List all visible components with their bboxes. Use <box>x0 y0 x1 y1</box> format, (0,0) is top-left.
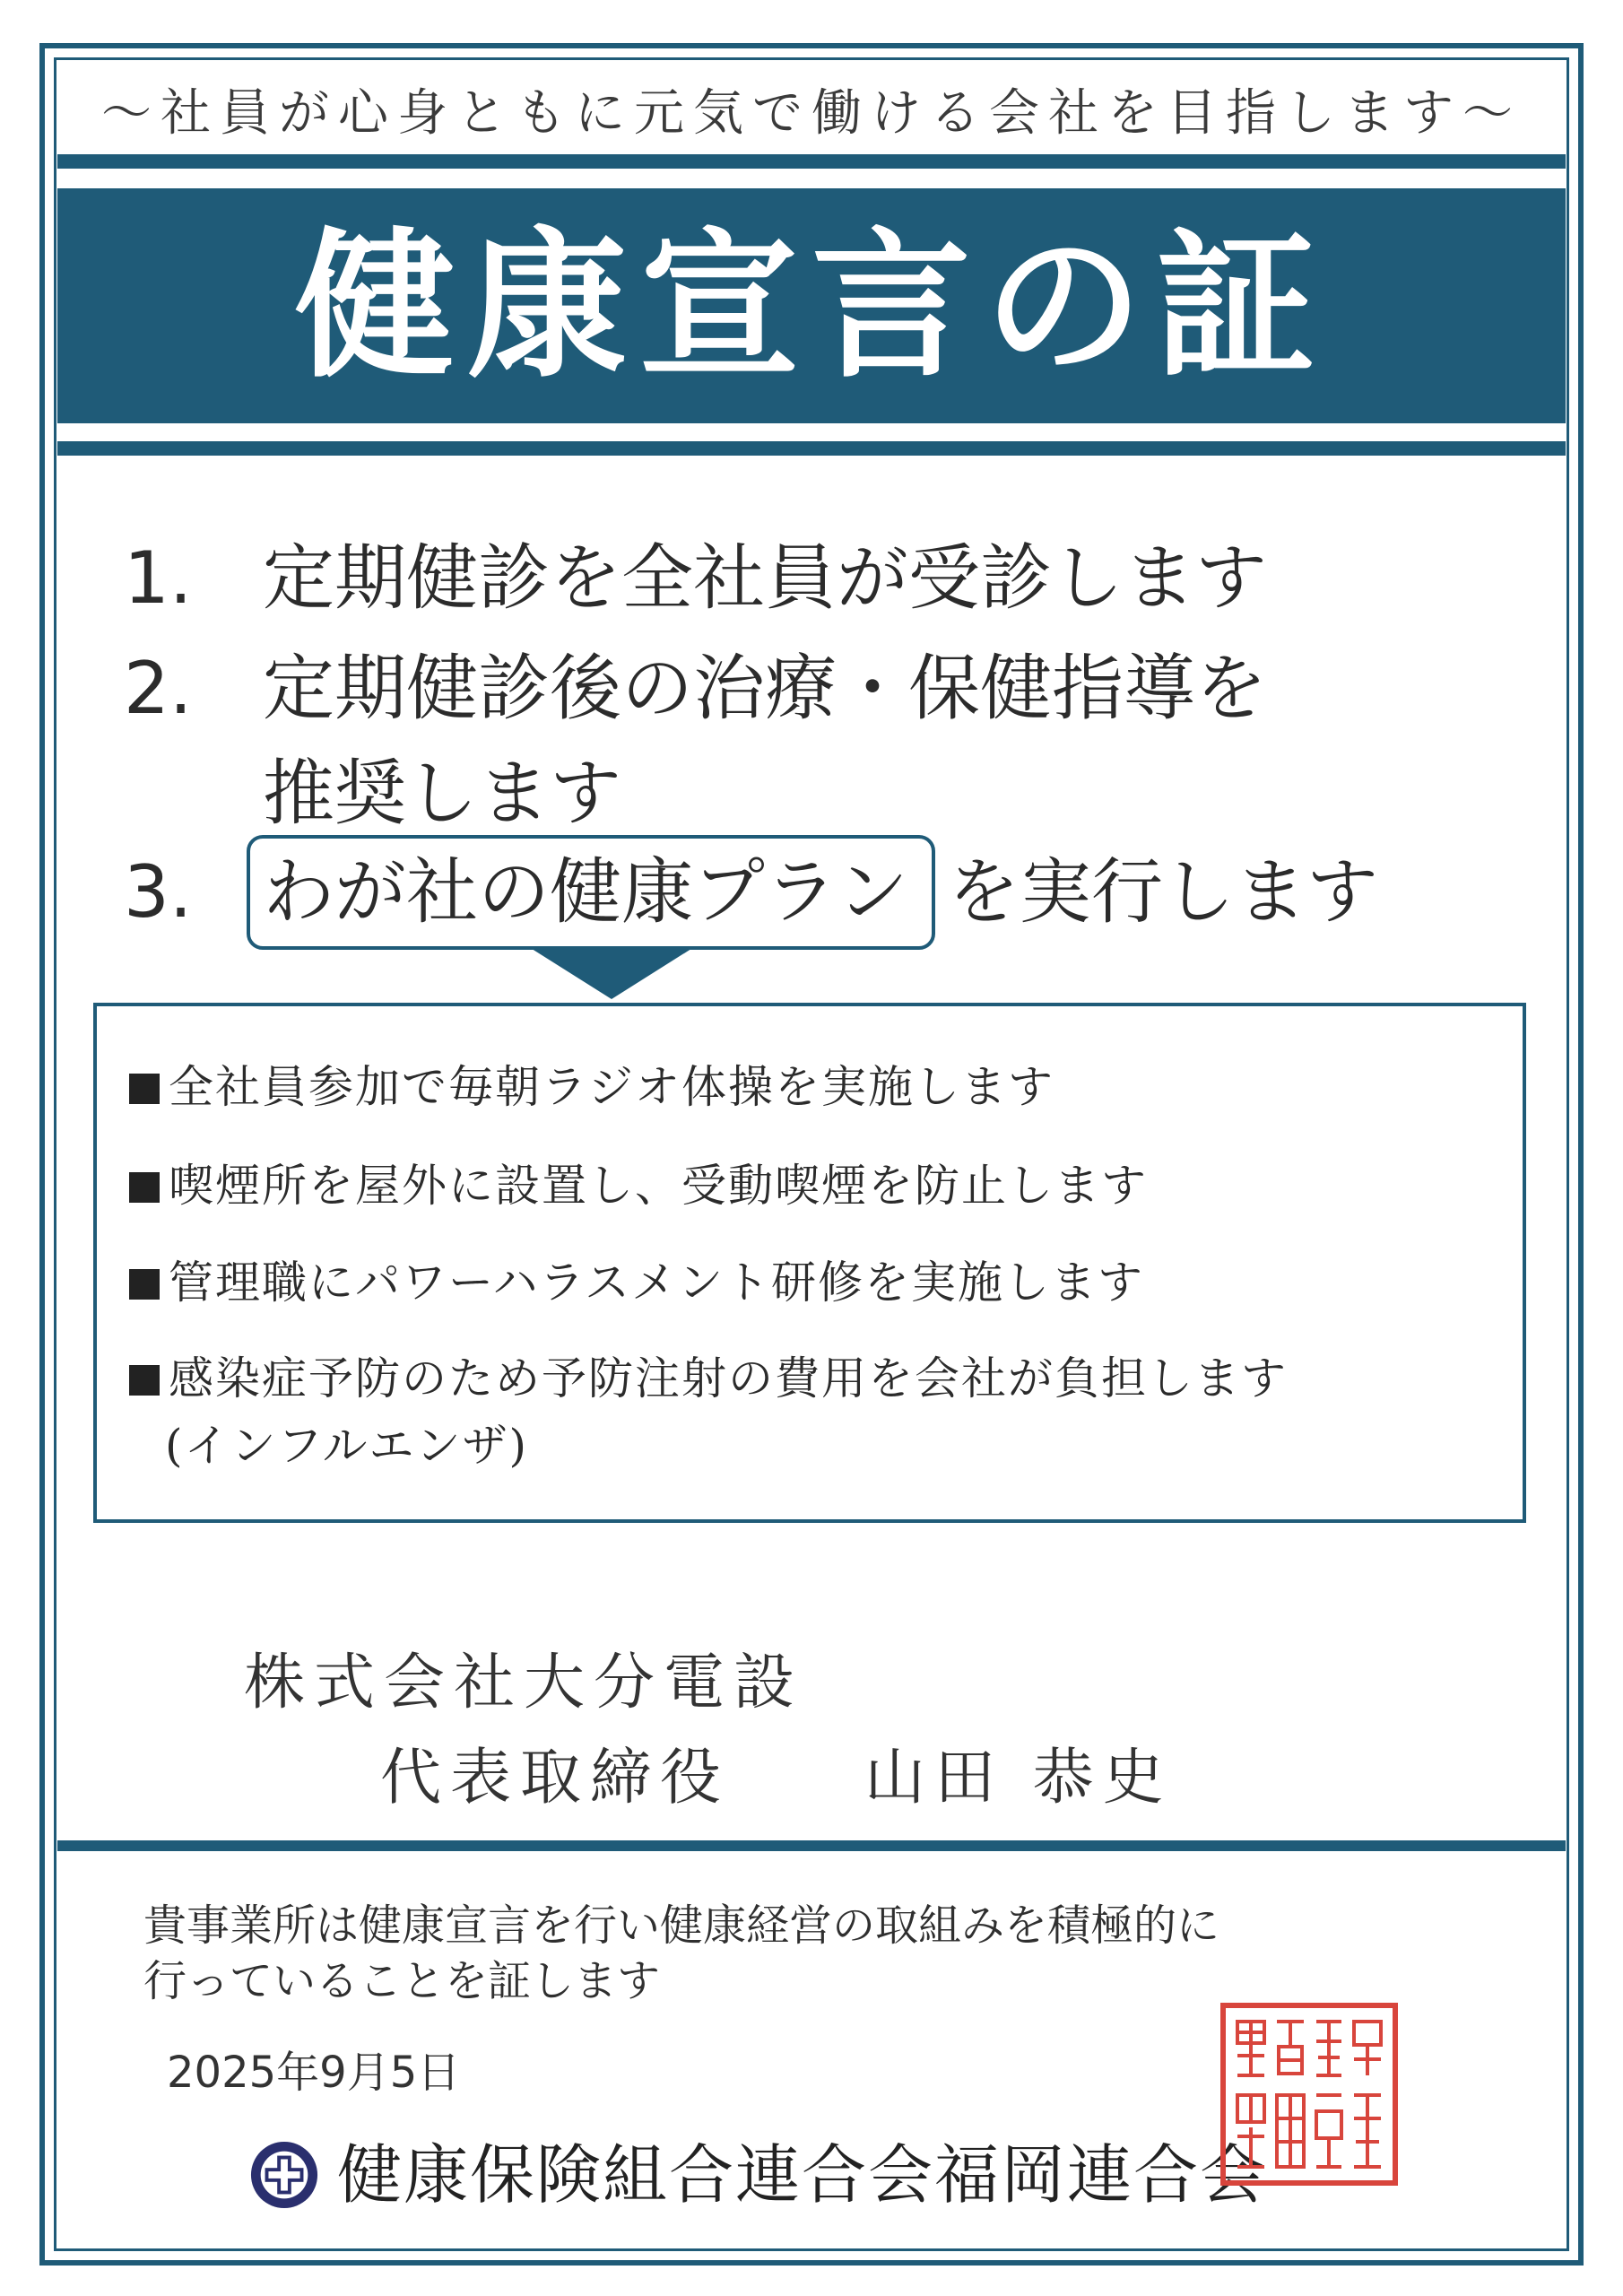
representative-title: 代表取締役 <box>380 1743 731 1813</box>
plan-item: 管理職にパワーハラスメント研修を実施します <box>129 1247 1144 1311</box>
plan-item: 全社員参加で毎朝ラジオ体操を実施します <box>129 1051 1055 1116</box>
declaration-text: 定期健診を全社員が受診します <box>263 536 1267 620</box>
declaration-text: を実行します <box>948 850 1378 934</box>
certificate-title: 健康宣言の証 <box>57 188 1566 423</box>
pointer-arrow <box>529 947 694 999</box>
certification-text-line2: 行っていることを証します <box>143 1956 661 2006</box>
plan-item: 喫煙所を屋外に設置し、受動喫煙を防止します <box>129 1150 1148 1214</box>
square-bullet-icon <box>129 1365 160 1396</box>
declaration-number: 3. <box>124 850 193 934</box>
kenporen-logo-icon <box>249 2140 319 2210</box>
slogan: 〜社員が心身ともに元気で働ける会社を目指します〜 <box>101 84 1522 143</box>
issue-date: 2025年9月5日 <box>167 2048 461 2098</box>
declaration-2-continued: 推奨します <box>263 752 621 835</box>
plan-item: 感染症予防のため予防注射の費用を会社が負担します <box>129 1343 1288 1407</box>
company-name: 株式会社大分電設 <box>244 1648 804 1718</box>
declaration-text: 定期健診後の治療・保健指導を <box>263 647 1267 730</box>
title-band-top-rule <box>57 154 1566 169</box>
square-bullet-icon <box>129 1269 160 1300</box>
declaration-number: 1. <box>124 536 193 620</box>
representative-name: 山田 恭史 <box>864 1743 1173 1813</box>
issuer-name: 健康保険組合連合会福岡連合会 <box>337 2137 1267 2213</box>
square-bullet-icon <box>129 1074 160 1104</box>
declaration-3 <box>124 834 1378 950</box>
footer-rule <box>57 1840 1566 1851</box>
declaration-number: 2. <box>124 647 193 730</box>
official-seal-icon <box>1219 2002 1399 2187</box>
declaration-2 <box>124 631 1267 734</box>
plan-item-note: (インフルエンザ) <box>165 1420 529 1472</box>
square-bullet-icon <box>129 1172 160 1203</box>
declaration-1 <box>124 520 1267 623</box>
certification-text-line1: 貴事業所は健康宣言を行い健康経営の取組みを積極的に <box>143 1900 1220 1951</box>
health-plan-highlight: わが社の健康プラン <box>247 835 935 950</box>
title-band-bottom-rule <box>57 441 1566 456</box>
